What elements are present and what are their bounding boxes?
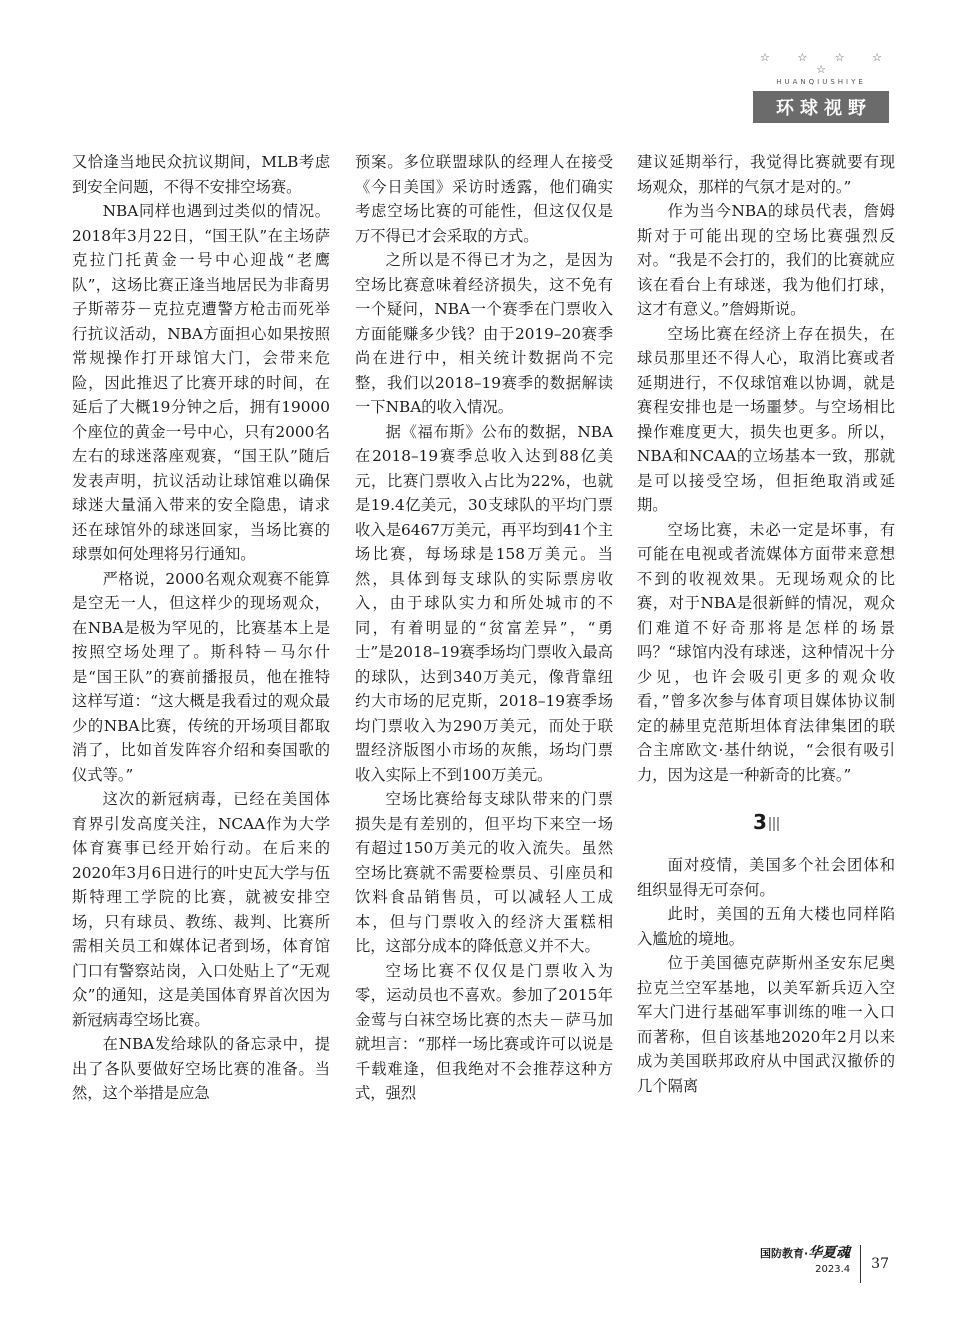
page-footer xyxy=(760,1245,889,1283)
paragraph: 空场比赛不仅仅是门票收入为零，运动员也不喜欢。参加了2015年金莺与白袜空场比赛的杰夫－萨马加就坦言：“那样一场比赛或许可以说是千载难逢，但我绝对不会推荐这种方式，强烈 xyxy=(355,961,613,1102)
section-number-text: 3 xyxy=(753,810,767,834)
column-3-bottom xyxy=(637,853,895,1098)
section-header-title: 环球视野 xyxy=(753,91,889,123)
column-1 xyxy=(72,150,330,1106)
paragraph: 此时，美国的五角大楼也同样陷入尴尬的境地。 xyxy=(637,905,895,948)
star-row-icon: ☆ ☆ ☆ ☆ ☆ xyxy=(760,51,894,76)
footer-issue: 2023.4 xyxy=(815,1264,851,1275)
paragraph: 预案。多位联盟球队的经理人在接受《今日美国》采访时透露，他们确实考虑空场比赛的可能性，但这仅仅是万不得已才会采取的方式。 xyxy=(355,153,613,245)
paragraph: 空场比赛在经济上存在损失，在球员那里还不得人心，取消比赛或者延期进行，不仅球馆难以协调，就是赛程安排也是一场噩梦。与空场相比操作难度更大，损失也更多。所以，NBA和NCAA的立场基本一致，那就是可以接受空场，但拒绝取消或延期。 xyxy=(637,324,895,514)
paragraph: 这次的新冠病毒，已经在美国体育界引发高度关注，NCAA作为大学体育赛事已经开始行动。在后来的2020年3月6日进行的叶史瓦大学与伍斯特理工学院的比赛，就被安排空场，只有球员、教练、裁判、比赛所需相关员工和媒体记者到场，体育馆门口有警察站岗，入口处贴上了“无观众”的通知，这是美国体育界首次因为新冠病毒空场比赛。 xyxy=(72,790,330,1029)
paragraph: 位于美国德克萨斯州圣安东尼奥拉克兰空军基地，以美军新兵迈入空军大门进行基础军事训练的唯一入口而著称，但自该基地2020年2月以来成为美国联邦政府从中国武汉撤侨的几个隔离 xyxy=(637,954,895,1095)
paragraph: 面对疫情，美国多个社会团体和组织显得无可奈何。 xyxy=(637,856,895,899)
paragraph: 在NBA发给球队的备忘录中，提出了各队要做好空场比赛的准备。当然，这个举措是应急 xyxy=(72,1035,330,1102)
column-3 xyxy=(637,150,895,1098)
section-number xyxy=(637,807,895,837)
paragraph: 又恰逢当地民众抗议期间，MLB考虑到安全问题，不得不安排空场赛。 xyxy=(72,153,330,196)
paragraph: 严格说，2000名观众观赛不能算是空无一人，但这样少的现场观众，在NBA是极为罕见的，比赛基本上是按照空场处理了。斯科特－马尔什是“国王队”的赛前播报员，他在推特这样写道：“这大概是我看过的观众最少的NBA比赛，传统的开场项目都取消了，比如首发阵容介绍和奏国歌的仪式等。” xyxy=(72,569,330,784)
footer-magazine xyxy=(760,1245,850,1262)
paragraph: 建议延期举行，我觉得比赛就要有现场观众，那样的气氛才是对的。” xyxy=(637,153,895,196)
section-header xyxy=(753,51,894,123)
section-bars-icon xyxy=(769,817,779,831)
paragraph: 作为当今NBA的球员代表，詹姆斯对于可能出现的空场比赛强烈反对。“我是不会打的，我们的比赛就应该在看台上有球迷，我为他们打球，这才有意义。”詹姆斯说。 xyxy=(637,202,895,318)
paragraph: 据《福布斯》公布的数据，NBA在2018–19赛季总收入达到88亿美元，比赛门票收入占比为22%，也就是19.4亿美元，30支球队的平均门票收入是6467万美元，再平均到41个主场比赛，每场球是158万美元。当然，具体到每支球队的实际票房收入，由于球队实力和所处城市的不同，有着明显的“贫富差异”，“勇士”是2018–19赛季场均门票收入最高的球队，达到340万美元，像背靠纽约大市场的尼克斯，2018–19赛季场均门票收入为290万美元，而处于联盟经济版图小市场的灰熊，场均门票收入实际上不到100万美元。 xyxy=(355,422,613,784)
paragraph: 空场比赛给每支球队带来的门票损失是有差别的，但平均下来空一场有超过150万美元的收入流失。虽然空场比赛就不需要检票员、引座员和饮料食品销售员，可以减轻人工成本，但与门票收入的经济大蛋糕相比，这部分成本的降低意义并不大。 xyxy=(355,790,613,955)
page-number: 37 xyxy=(871,1256,889,1272)
magazine-brand: 华夏魂 xyxy=(808,1245,851,1261)
column-3-top xyxy=(637,150,895,787)
column-2 xyxy=(355,150,613,1106)
magazine-name: 国防教育· xyxy=(759,1247,809,1260)
section-header-pinyin: HUANQIUSHIYE xyxy=(776,78,866,86)
paragraph: NBA同样也遇到过类似的情况。2018年3月22日，“国王队”在主场萨克拉门托黄金一号中心迎战“老鹰队”，这场比赛正逢当地居民为非裔男子斯蒂芬－克拉克遭警方枪击而死举行抗议活动，NBA方面担心如果按照常规操作打开球馆大门，会带来危险，因此推迟了比赛开球的时间，在延后了大概19分钟之后，拥有19000个座位的黄金一号中心，只有2000名左右的球迷落座观赛，“国王队”随后发表声明，抗议活动让球馆难以确保球迷大量涌入带来的安全隐患，请求还在球馆外的球迷回家，当场比赛的球票如何处理将另行通知。 xyxy=(72,202,330,563)
footer-info xyxy=(760,1245,861,1283)
paragraph: 空场比赛，未必一定是坏事，有可能在电视或者流媒体方面带来意想不到的收视效果。无现场观众的比赛，对于NBA是很新鲜的情况，观众们难道不好奇那将是怎样的场景吗？“球馆内没有球迷，这种情况十分少见，也许会吸引更多的观众收看，”曾多次参与体育项目媒体协议制定的赫里克范斯坦体育法律集团的联合主席欧文·基什纳说，“会很有吸引力，因为这是一种新奇的比赛。” xyxy=(637,520,895,784)
paragraph: 之所以是不得已才为之，是因为空场比赛意味着经济损失，这不免有一个疑问，NBA一个赛季在门票收入方面能赚多少钱？由于2019–20赛季尚在进行中，相关统计数据尚不完整，我们以2018–19赛季的数据解读一下NBA的收入情况。 xyxy=(355,251,613,416)
